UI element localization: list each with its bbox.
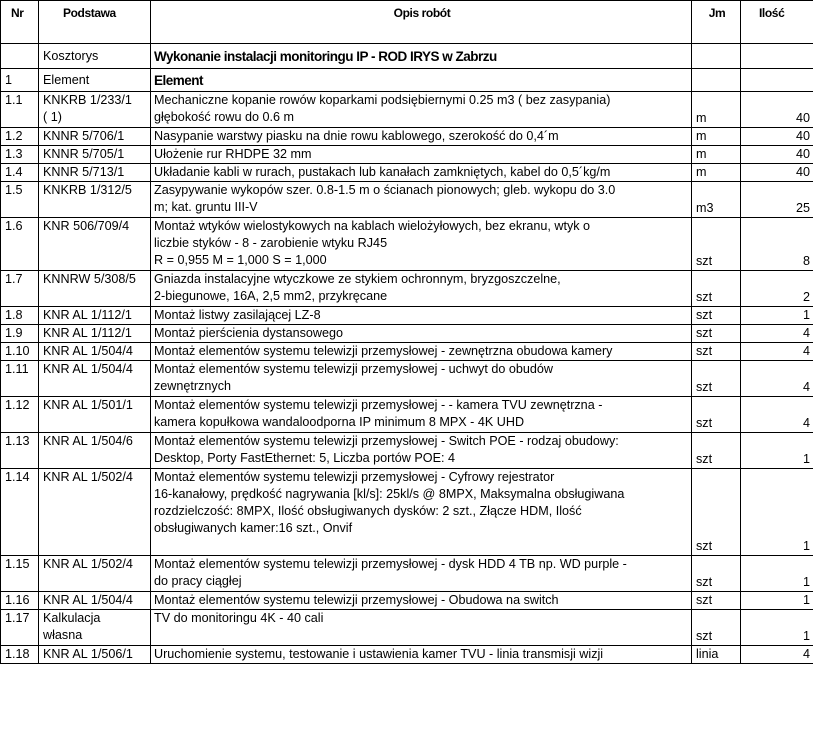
table-row: [1, 146, 813, 164]
header-nr: Nr: [1, 1, 39, 44]
row-quantity-cell: 4: [741, 343, 813, 361]
table-row: [1, 164, 813, 182]
row-nr-cell: 1.18: [1, 646, 39, 664]
row-nr-cell: 1.6: [1, 218, 39, 271]
row-base-cell: KNR AL 1/504/6: [39, 433, 151, 469]
row-description-cell: Montaż elementów systemu telewizji przemysłowej - dysk HDD 4 TB np. WD purple - do pracy ciągłej: [151, 556, 692, 592]
row-base-cell: KNKRB 1/233/1 ( 1): [39, 92, 151, 128]
row-quantity-cell: 1: [741, 433, 813, 469]
row-nr-cell: 1.2: [1, 128, 39, 146]
row-description-cell: Nasypanie warstwy piasku na dnie rowu kablowego, szerokość do 0,4´m: [151, 128, 692, 146]
table-row: [1, 271, 813, 307]
row-description-cell: Montaż elementów systemu telewizji przemysłowej - - kamera TVU zewnętrzna - kamera kopułkowa wandaloodporna IP minimum 8 MPX - 4K UHD: [151, 397, 692, 433]
row-description-cell: Montaż elementów systemu telewizji przemysłowej - Switch POE - rodzaj obudowy: Desktop, Porty FastEthernet: 5, Liczba portów POE: 4: [151, 433, 692, 469]
table-row: [1, 469, 813, 556]
table-row: [1, 556, 813, 592]
row-nr-cell: 1.9: [1, 325, 39, 343]
table-row: [1, 610, 813, 646]
row-base-cell: KNR 506/709/4: [39, 218, 151, 271]
row-quantity-cell: 1: [741, 610, 813, 646]
table-row: [1, 397, 813, 433]
row-unit-cell: linia: [692, 646, 741, 664]
row-quantity-cell: 1: [741, 556, 813, 592]
table-row: [1, 433, 813, 469]
row-base-cell: KNR AL 1/501/1: [39, 397, 151, 433]
row-base-cell: KNR AL 1/502/4: [39, 556, 151, 592]
row-unit-cell: szt: [692, 325, 741, 343]
row-unit-cell: szt: [692, 361, 741, 397]
table-row: [1, 592, 813, 610]
row-quantity-cell: 1: [741, 469, 813, 556]
row-base-cell: Kalkulacja własna: [39, 610, 151, 646]
row-description-cell: Uruchomienie systemu, testowanie i ustawienia kamer TVU - linia transmisji wizji: [151, 646, 692, 664]
row-quantity-cell: 40: [741, 146, 813, 164]
table-body: [1, 44, 813, 664]
row-unit-cell: m: [692, 92, 741, 128]
row-description-cell: Montaż elementów systemu telewizji przemysłowej - uchwyt do obudów zewnętrznych: [151, 361, 692, 397]
row-nr-cell: 1.17: [1, 610, 39, 646]
row-nr-cell: 1.7: [1, 271, 39, 307]
row-unit-cell: szt: [692, 397, 741, 433]
header-row: [1, 1, 813, 44]
row-base-cell: KNR AL 1/502/4: [39, 469, 151, 556]
table-row: [1, 307, 813, 325]
header-quantity: Ilość: [741, 1, 813, 44]
row-description-cell: Układanie kabli w rurach, pustakach lub kanałach zamkniętych, kabel do 0,5´kg/m: [151, 164, 692, 182]
row-description-cell: Montaż elementów systemu telewizji przemysłowej - Cyfrowy rejestrator 16-kanałowy, prędkość nagrywania [kl/s]: 25kl/s @ 8MPX, Maksymalna obsługiwana rozdzielczość: 8MPX, Ilość obsługiwanych dysków: 2 szt., Złącze HDM, Ilość obsługiwanych kamer:16 szt., Onvif: [151, 469, 692, 556]
estimate-title: Wykonanie instalacji monitoringu IP - ROD IRYS w Zabrzu: [151, 44, 692, 69]
row-quantity-cell: 8: [741, 218, 813, 271]
table-row: [1, 92, 813, 128]
row-base-cell: KNNRW 5/308/5: [39, 271, 151, 307]
row-base-cell: KNR AL 1/506/1: [39, 646, 151, 664]
row-base-cell: KNNR 5/706/1: [39, 128, 151, 146]
row-nr-cell: 1.1: [1, 92, 39, 128]
row-quantity-cell: 4: [741, 397, 813, 433]
element-row: [1, 69, 813, 92]
row-description-cell: Ułożenie rur RHDPE 32 mm: [151, 146, 692, 164]
row-unit-cell: szt: [692, 469, 741, 556]
row-quantity-cell: 25: [741, 182, 813, 218]
row-nr-cell: 1.10: [1, 343, 39, 361]
row-base-cell: KNR AL 1/504/4: [39, 361, 151, 397]
table-row: [1, 182, 813, 218]
row-quantity-cell: 1: [741, 592, 813, 610]
element-unit-cell: [692, 69, 741, 92]
row-description-cell: Montaż listwy zasilającej LZ-8: [151, 307, 692, 325]
row-description-cell: Zasypywanie wykopów szer. 0.8-1.5 m o ścianach pionowych; gleb. wykopu do 3.0 m; kat. gruntu III-V: [151, 182, 692, 218]
element-base-cell: Element: [39, 69, 151, 92]
row-quantity-cell: 2: [741, 271, 813, 307]
estimate-title-row: [1, 44, 813, 69]
row-quantity-cell: 40: [741, 164, 813, 182]
row-unit-cell: m: [692, 128, 741, 146]
row-unit-cell: m: [692, 164, 741, 182]
table-row: [1, 361, 813, 397]
row-description-cell: Montaż elementów systemu telewizji przemysłowej - zewnętrzna obudowa kamery: [151, 343, 692, 361]
row-unit-cell: szt: [692, 433, 741, 469]
row-quantity-cell: 4: [741, 325, 813, 343]
row-nr-cell: 1.8: [1, 307, 39, 325]
row-nr-cell: 1.13: [1, 433, 39, 469]
row-unit-cell: szt: [692, 307, 741, 325]
row-quantity-cell: 1: [741, 307, 813, 325]
table-row: [1, 343, 813, 361]
row-base-cell: KNNR 5/713/1: [39, 164, 151, 182]
row-nr-cell: 1.11: [1, 361, 39, 397]
row-nr-cell: 1.3: [1, 146, 39, 164]
row-description-cell: TV do monitoringu 4K - 40 cali: [151, 610, 692, 646]
row-base-cell: KNR AL 1/112/1: [39, 325, 151, 343]
row-nr-cell: 1.14: [1, 469, 39, 556]
row-unit-cell: szt: [692, 610, 741, 646]
row-base-cell: KNR AL 1/504/4: [39, 592, 151, 610]
row-unit-cell: szt: [692, 218, 741, 271]
row-unit-cell: szt: [692, 271, 741, 307]
row-description-cell: Mechaniczne kopanie rowów koparkami podsiębiernymi 0.25 m3 ( bez zasypania) głębokość rowu do 0.6 m: [151, 92, 692, 128]
row-base-cell: KNR AL 1/112/1: [39, 307, 151, 325]
element-qty-cell: [741, 69, 813, 92]
table-row: [1, 218, 813, 271]
row-description-cell: Gniazda instalacyjne wtyczkowe ze stykiem ochronnym, bryzgoszczelne, 2-biegunowe, 16A, 2,5 mm2, przykręcane: [151, 271, 692, 307]
header-unit: Jm: [692, 1, 741, 44]
title-base-cell: Kosztorys: [39, 44, 151, 69]
table-header: [1, 1, 813, 44]
element-nr-cell: 1: [1, 69, 39, 92]
table-row: [1, 128, 813, 146]
table-row: [1, 325, 813, 343]
title-unit-cell: [692, 44, 741, 69]
row-description-cell: Montaż wtyków wielostykowych na kablach wielożyłowych, bez ekranu, wtyk o liczbie styków - 8 - zarobienie wtyku RJ45 R = 0,955 M = 1,000 S = 1,000: [151, 218, 692, 271]
row-quantity-cell: 4: [741, 361, 813, 397]
row-unit-cell: szt: [692, 343, 741, 361]
title-nr-cell: [1, 44, 39, 69]
table-row: [1, 646, 813, 664]
row-nr-cell: 1.16: [1, 592, 39, 610]
row-base-cell: KNKRB 1/312/5: [39, 182, 151, 218]
row-unit-cell: m3: [692, 182, 741, 218]
row-description-cell: Montaż pierścienia dystansowego: [151, 325, 692, 343]
title-qty-cell: [741, 44, 813, 69]
row-base-cell: KNR AL 1/504/4: [39, 343, 151, 361]
row-quantity-cell: 40: [741, 128, 813, 146]
row-quantity-cell: 4: [741, 646, 813, 664]
row-unit-cell: szt: [692, 556, 741, 592]
row-description-cell: Montaż elementów systemu telewizji przemysłowej - Obudowa na switch: [151, 592, 692, 610]
element-title: Element: [151, 69, 692, 92]
row-quantity-cell: 40: [741, 92, 813, 128]
row-base-cell: KNNR 5/705/1: [39, 146, 151, 164]
row-nr-cell: 1.5: [1, 182, 39, 218]
row-nr-cell: 1.15: [1, 556, 39, 592]
header-base: Podstawa: [39, 1, 151, 44]
row-nr-cell: 1.4: [1, 164, 39, 182]
row-unit-cell: szt: [692, 592, 741, 610]
row-nr-cell: 1.12: [1, 397, 39, 433]
row-unit-cell: m: [692, 146, 741, 164]
header-description: Opis robót: [151, 1, 692, 44]
